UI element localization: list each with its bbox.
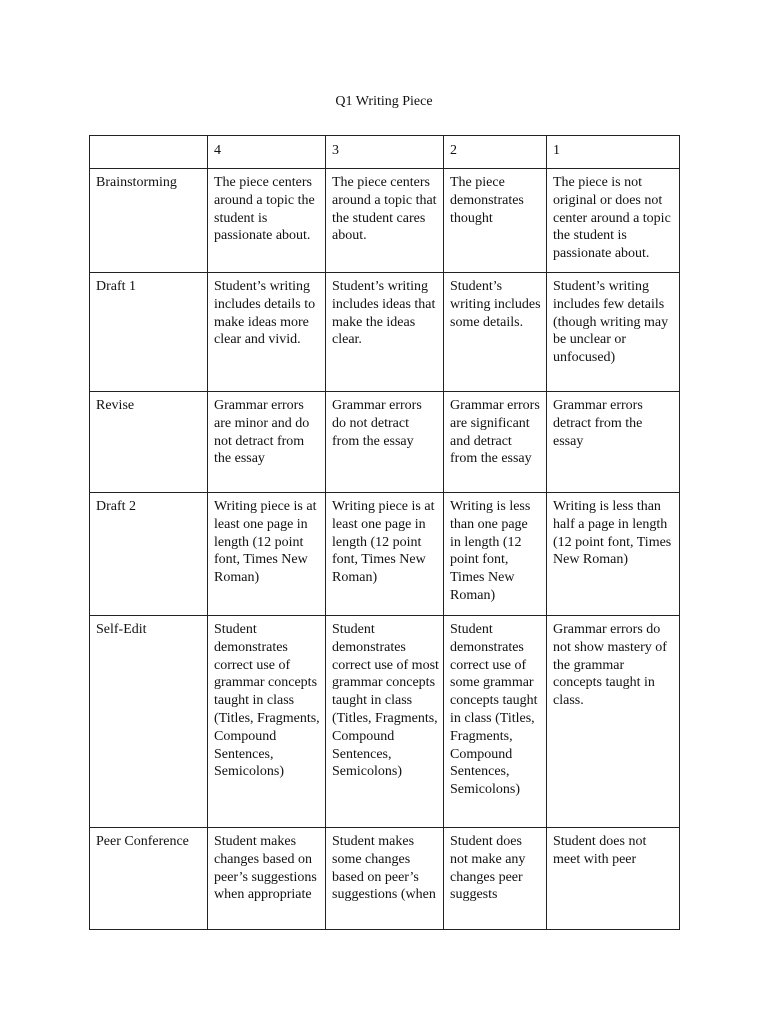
table-row (90, 169, 680, 273)
descriptor-cell: Student demonstrates correct use of grammar concepts taught in class (Titles, Fragments, Compound Sentences, Semicolons) (208, 616, 326, 828)
descriptor-cell: Student makes changes based on peer’s suggestions when appropriate (208, 828, 326, 930)
descriptor-cell: Student demonstrates correct use of some grammar concepts taught in class (Titles, Fragments, Compound Sentences, Semicolons) (444, 616, 547, 828)
descriptor-cell: Student’s writing includes some details. (444, 273, 547, 392)
header-row (90, 136, 680, 169)
criterion-cell: Draft 1 (90, 273, 208, 392)
header-cell-score-2: 2 (444, 136, 547, 169)
descriptor-cell: Grammar errors detract from the essay (547, 392, 680, 493)
descriptor-cell: Grammar errors are minor and do not detract from the essay (208, 392, 326, 493)
descriptor-cell: The piece is not original or does not center around a topic the student is passionate about. (547, 169, 680, 273)
table-row (90, 828, 680, 930)
descriptor-cell: Student demonstrates correct use of most grammar concepts taught in class (Titles, Fragments, Compound Sentences, Semicolons) (326, 616, 444, 828)
descriptor-cell: The piece centers around a topic that the student cares about. (326, 169, 444, 273)
criterion-cell: Revise (90, 392, 208, 493)
descriptor-cell: Student makes some changes based on peer’s suggestions (when (326, 828, 444, 930)
descriptor-cell: Grammar errors are significant and detract from the essay (444, 392, 547, 493)
page-title: Q1 Writing Piece (335, 94, 433, 109)
table-row (90, 493, 680, 616)
descriptor-cell: Student does not make any changes peer suggests (444, 828, 547, 930)
descriptor-cell: Student’s writing includes details to make ideas more clear and vivid. (208, 273, 326, 392)
descriptor-cell: Writing piece is at least one page in length (12 point font, Times New Roman) (326, 493, 444, 616)
descriptor-cell: Student’s writing includes few details (though writing may be unclear or unfocused) (547, 273, 680, 392)
descriptor-cell: Writing is less than half a page in length (12 point font, Times New Roman) (547, 493, 680, 616)
descriptor-cell: Student does not meet with peer (547, 828, 680, 930)
criterion-cell: Draft 2 (90, 493, 208, 616)
descriptor-cell: Writing is less than one page in length (12 point font, Times New Roman) (444, 493, 547, 616)
header-cell-score-4: 4 (208, 136, 326, 169)
header-cell-score-3: 3 (326, 136, 444, 169)
criterion-cell: Brainstorming (90, 169, 208, 273)
descriptor-cell: Grammar errors do not show mastery of the grammar concepts taught in class. (547, 616, 680, 828)
criterion-cell: Peer Conference (90, 828, 208, 930)
table-row (90, 616, 680, 828)
table-row (90, 392, 680, 493)
header-cell-score-1: 1 (547, 136, 680, 169)
table-row (90, 273, 680, 392)
descriptor-cell: Student’s writing includes ideas that make the ideas clear. (326, 273, 444, 392)
descriptor-cell: The piece centers around a topic the student is passionate about. (208, 169, 326, 273)
criterion-cell: Self-Edit (90, 616, 208, 828)
descriptor-cell: The piece demonstrates thought (444, 169, 547, 273)
descriptor-cell: Grammar errors do not detract from the essay (326, 392, 444, 493)
header-cell-blank (90, 136, 208, 169)
rubric-table (89, 135, 680, 930)
descriptor-cell: Writing piece is at least one page in length (12 point font, Times New Roman) (208, 493, 326, 616)
